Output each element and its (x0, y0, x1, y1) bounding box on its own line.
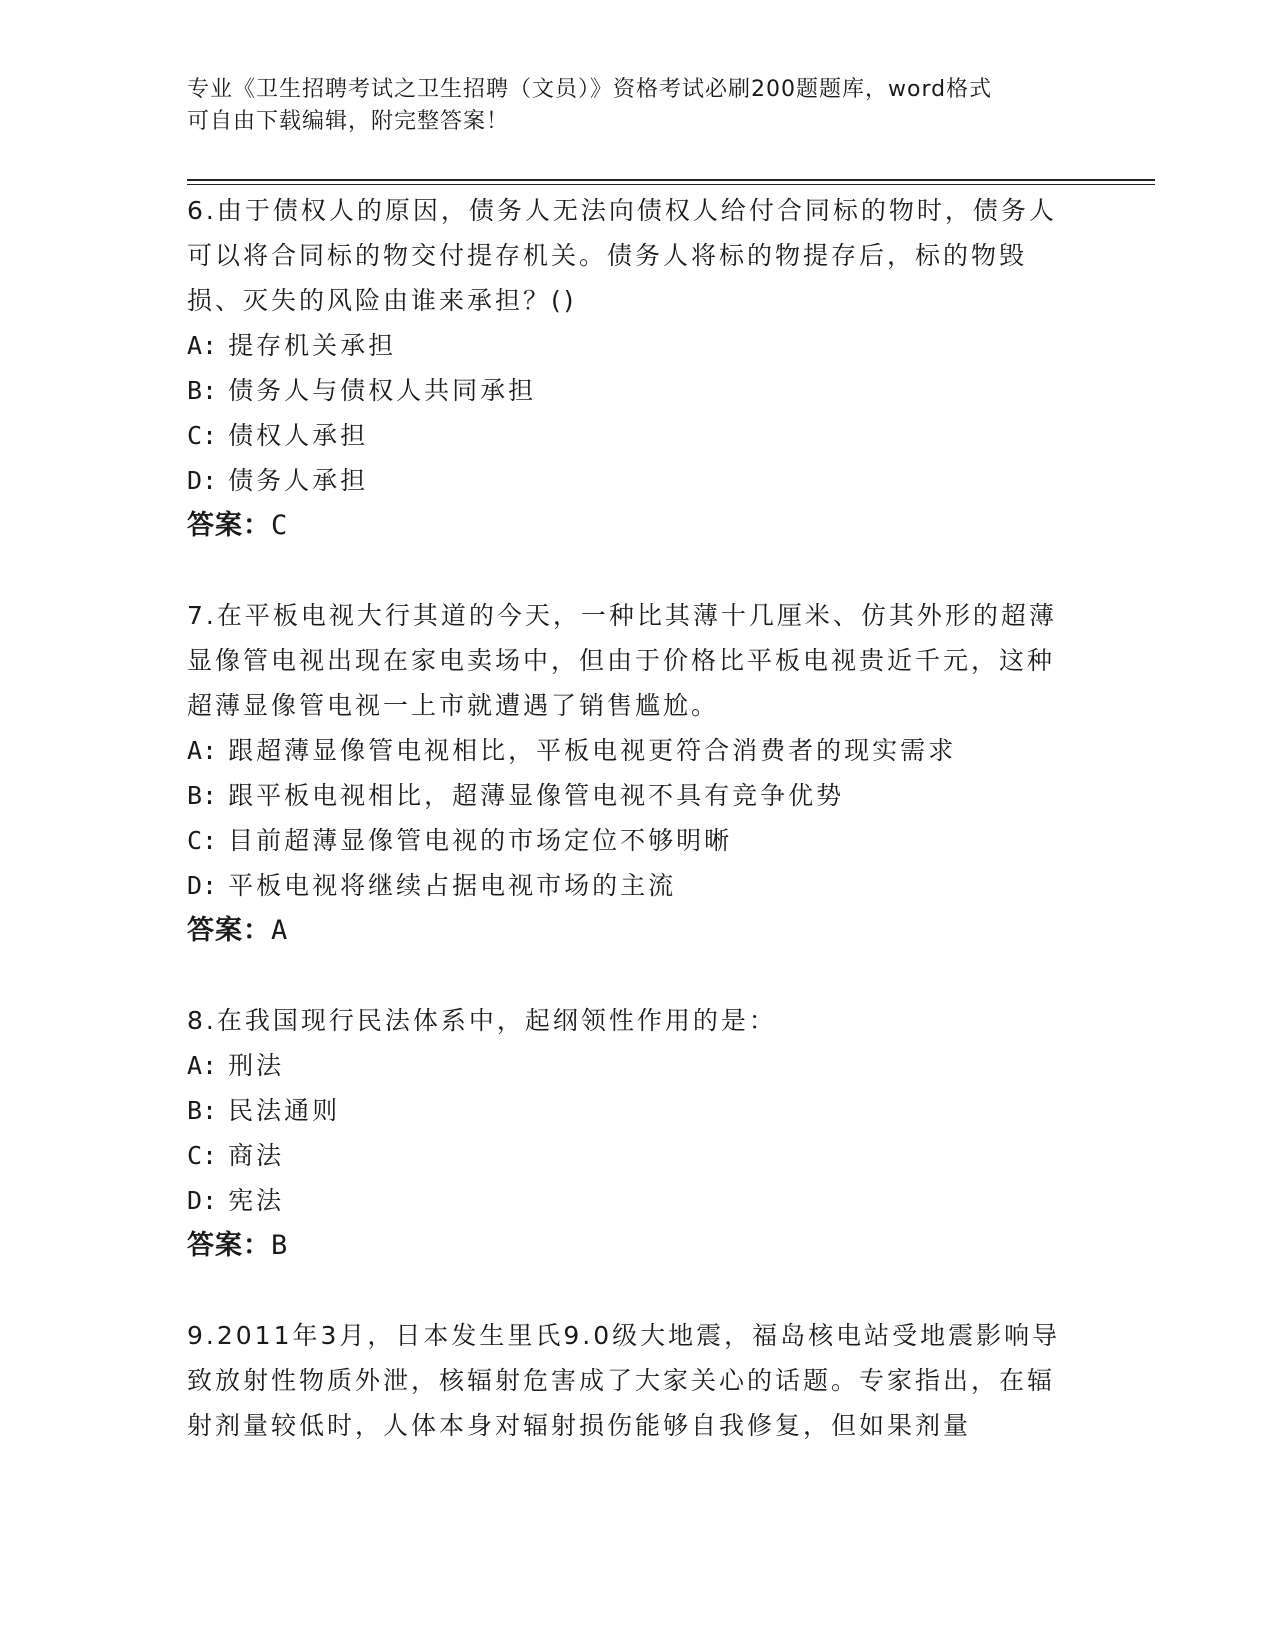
question-stem: 8.在我国现行民法体系中，起纲领性作用的是： (187, 1006, 777, 1035)
option-a (187, 323, 1067, 368)
option-letter: D: (187, 871, 218, 900)
option-text: 债务人与债权人共同承担 (228, 376, 537, 405)
answer-value: C (271, 510, 289, 541)
option-a (187, 1043, 1067, 1088)
answer-line (187, 908, 1067, 954)
option-letter: B: (187, 781, 218, 810)
question-stem: 6.由于债权人的原因，债务人无法向债权人给付合同标的物时，债务人可以将合同标的物交付提存机关。债务人将标的物提存后，标的物毁损、灭失的风险由谁来承担？() (187, 196, 1057, 315)
option-text: 提存机关承担 (228, 331, 397, 360)
question-stem: 7.在平板电视大行其道的今天，一种比其薄十几厘米、仿其外形的超薄显像管电视出现在家电卖场中，但由于价格比平板电视贵近千元，这种超薄显像管电视一上市就遭遇了销售尴尬。 (187, 601, 1057, 720)
option-a (187, 728, 1067, 773)
option-text: 跟平板电视相比，超薄显像管电视不具有竞争优势 (228, 781, 845, 810)
question-8 (187, 998, 1067, 1269)
header-line-1: 专业《卫生招聘考试之卫生招聘（文员）》资格考试必刷200题题库，word格式 (187, 77, 993, 102)
header-line-2: 可自由下载编辑，附完整答案！ (187, 109, 510, 134)
option-letter: C: (187, 421, 218, 450)
option-letter: A: (187, 736, 218, 765)
option-letter: B: (187, 1096, 218, 1125)
answer-value: A (271, 915, 289, 946)
answer-label: 答案： (187, 1230, 271, 1261)
option-letter: D: (187, 1186, 218, 1215)
option-text: 债务人承担 (228, 466, 369, 495)
option-text: 宪法 (228, 1186, 285, 1215)
option-letter: D: (187, 466, 218, 495)
option-letter: A: (187, 1051, 218, 1080)
header-divider (187, 179, 1155, 181)
answer-value: B (271, 1230, 289, 1261)
option-text: 商法 (228, 1141, 285, 1170)
answer-label: 答案： (187, 510, 271, 541)
option-letter: B: (187, 376, 218, 405)
document-header (187, 74, 1067, 138)
option-b (187, 1088, 1067, 1133)
option-d (187, 863, 1067, 908)
option-text: 跟超薄显像管电视相比，平板电视更符合消费者的现实需求 (228, 736, 957, 765)
option-d (187, 1178, 1067, 1223)
answer-line (187, 1223, 1067, 1269)
question-list (187, 188, 1067, 1492)
option-text: 债权人承担 (228, 421, 369, 450)
option-b (187, 773, 1067, 818)
option-c (187, 818, 1067, 863)
option-b (187, 368, 1067, 413)
option-text: 刑法 (228, 1051, 285, 1080)
question-7 (187, 593, 1067, 954)
answer-line (187, 503, 1067, 549)
option-c (187, 413, 1067, 458)
option-text: 目前超薄显像管电视的市场定位不够明晰 (228, 826, 733, 855)
question-9 (187, 1313, 1067, 1448)
option-letter: C: (187, 1141, 218, 1170)
option-c (187, 1133, 1067, 1178)
answer-label: 答案： (187, 915, 271, 946)
question-6 (187, 188, 1067, 549)
option-text: 平板电视将继续占据电视市场的主流 (228, 871, 677, 900)
question-stem: 9.2011年3月，日本发生里氏9.0级大地震，福岛核电站受地震影响导致放射性物质外泄，核辐射危害成了大家关心的话题。专家指出，在辐射剂量较低时，人体本身对辐射损伤能够自我修复，但如果剂量 (187, 1321, 1061, 1440)
option-letter: C: (187, 826, 218, 855)
option-text: 民法通则 (228, 1096, 341, 1125)
option-letter: A: (187, 331, 218, 360)
option-d (187, 458, 1067, 503)
